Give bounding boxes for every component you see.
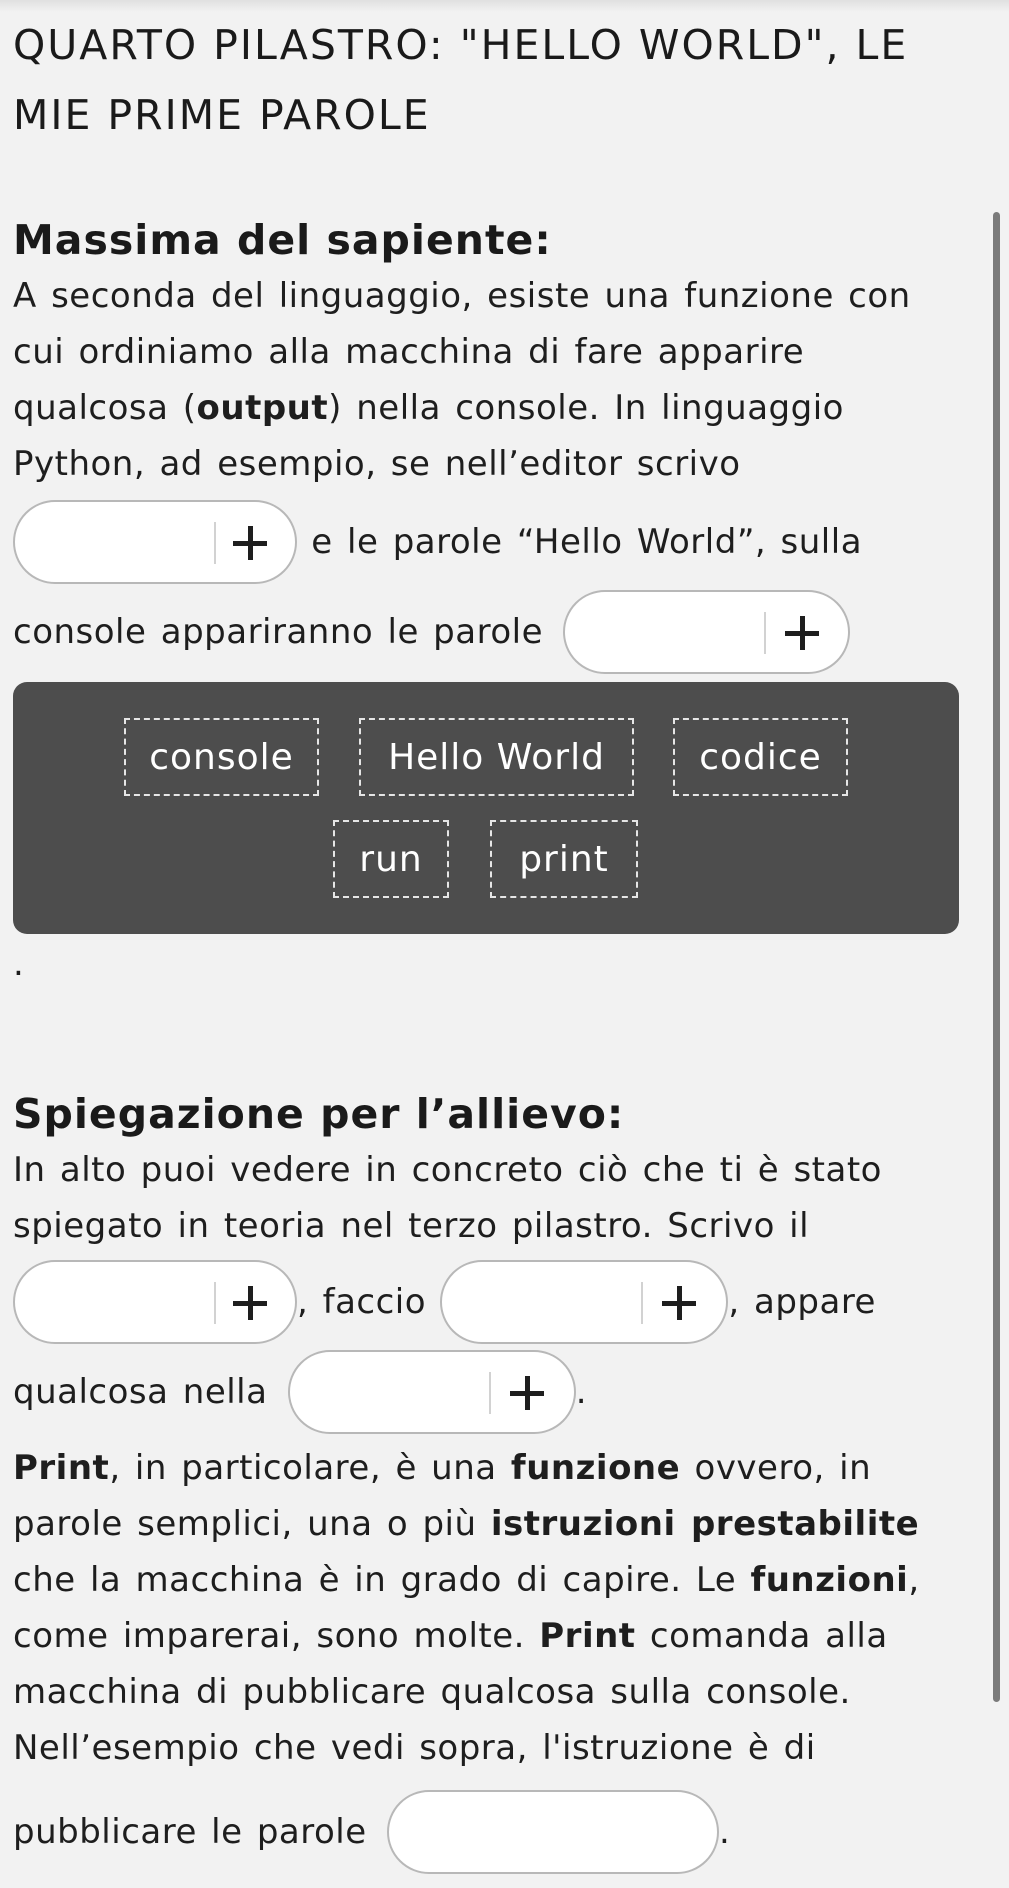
plus-icon[interactable] bbox=[785, 616, 819, 650]
drop-slot-5[interactable] bbox=[288, 1350, 576, 1434]
maxim-title: Massima del sapiente: bbox=[13, 216, 552, 264]
dot-text: . bbox=[13, 944, 24, 984]
plus-icon[interactable] bbox=[233, 1286, 267, 1320]
slot-separator bbox=[489, 1372, 491, 1414]
explanation-title: Spiegazione per l’allievo: bbox=[13, 1090, 625, 1138]
drop-slot-2[interactable] bbox=[563, 590, 850, 674]
slot-separator bbox=[214, 522, 216, 564]
explanation-paragraph-1: In alto puoi vedere in concreto ciò che ti è stato spiegato in teoria nel terzo pilastro. Scrivo il bbox=[13, 1150, 882, 1246]
lesson-content bbox=[13, 10, 963, 1878]
chip-run[interactable]: run bbox=[333, 820, 449, 898]
explanation-row-1: , faccio , appare bbox=[13, 1258, 963, 1346]
drop-slot-4[interactable] bbox=[440, 1260, 728, 1344]
chip-console[interactable]: console bbox=[124, 718, 319, 796]
slot-separator bbox=[214, 1282, 216, 1324]
chip-codice[interactable]: codice bbox=[673, 718, 848, 796]
chip-hello-world[interactable]: Hello World bbox=[359, 718, 634, 796]
slot-separator bbox=[764, 612, 766, 654]
drop-slot-1[interactable] bbox=[13, 500, 297, 584]
explanation-paragraph-2: Print, in particolare, è una funzione ovvero, in parole semplici, una o più istruzioni prestabilite che la macchina è in grado di capire. Le funzioni, come imparerai, sono molte. Print comanda alla macchina di pubblicare qualcosa sulla console. Nell’esempio che vedi sopra, l'istruzione è di bbox=[13, 1448, 920, 1768]
chip-print[interactable]: print bbox=[490, 820, 638, 898]
plus-icon[interactable] bbox=[510, 1376, 544, 1410]
slot-separator bbox=[641, 1282, 643, 1324]
maxim-row-2: console appariranno le parole bbox=[13, 586, 963, 678]
page-title: QUARTO PILASTRO: "HELLO WORLD", LE MIE PRIME PAROLE bbox=[13, 21, 909, 139]
drop-slot-3[interactable] bbox=[13, 1260, 297, 1344]
explanation-row-3: pubblicare le parole . bbox=[13, 1786, 963, 1878]
scrollbar[interactable] bbox=[993, 212, 1000, 1702]
maxim-paragraph: A seconda del linguaggio, esiste una funzione con cui ordiniamo alla macchina di fare apparire qualcosa (output) nella console. In linguaggio Python, ad esempio, se nell’editor scrivo bbox=[13, 276, 911, 484]
explanation-row-2: qualcosa nella . bbox=[13, 1346, 963, 1438]
plus-icon[interactable] bbox=[233, 526, 267, 560]
drop-slot-6[interactable] bbox=[387, 1790, 719, 1874]
maxim-row-1: e le parole “Hello World”, sulla bbox=[13, 498, 963, 586]
plus-icon[interactable] bbox=[662, 1286, 696, 1320]
word-bank bbox=[13, 682, 959, 934]
